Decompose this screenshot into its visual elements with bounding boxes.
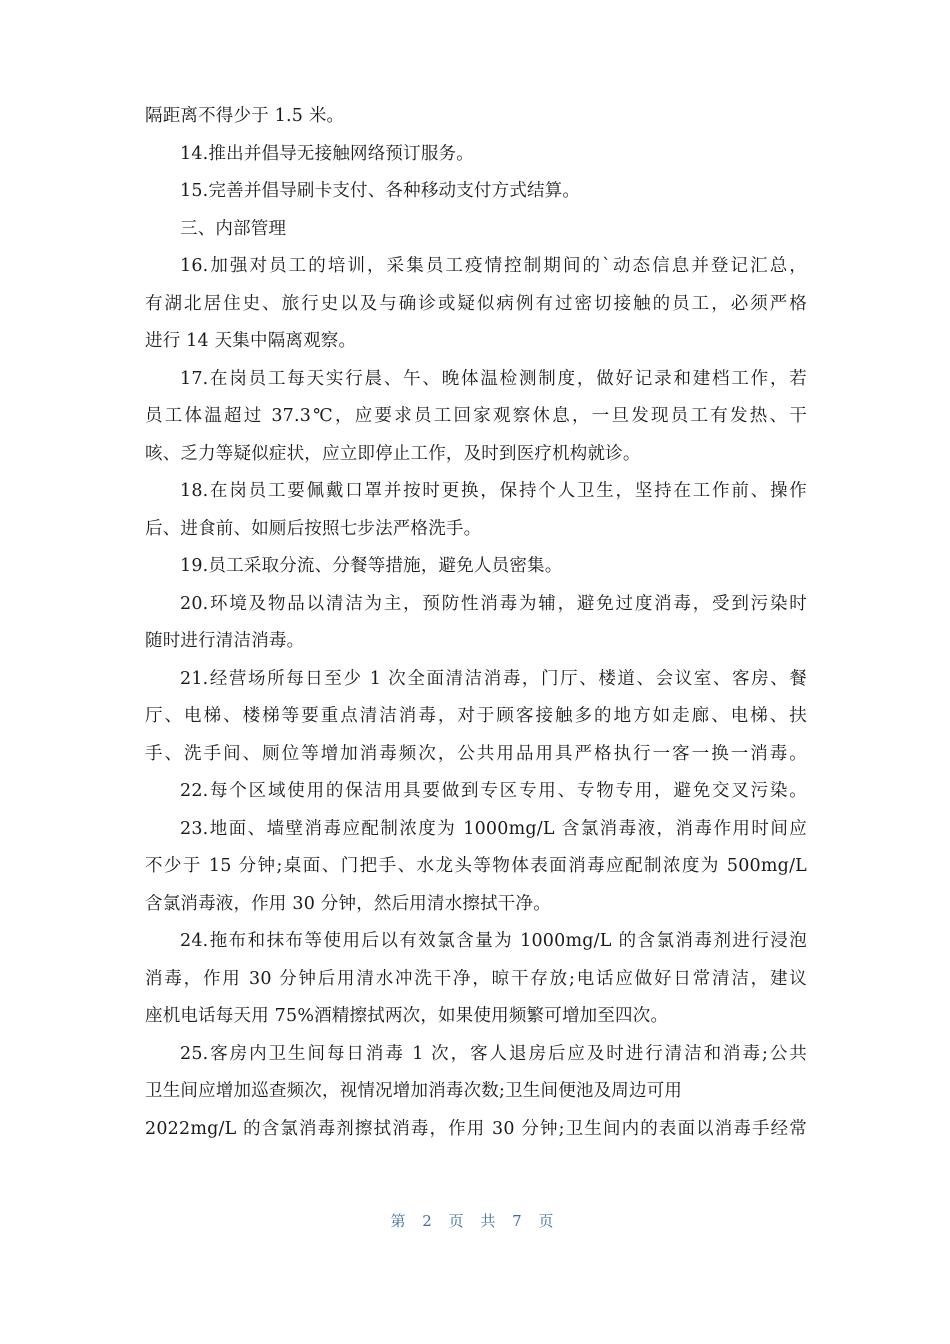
text-line: 21.经营场所每日至少 1 次全面清洁消毒，门厅、楼道、会议室、客房、餐 (180, 668, 807, 689)
text-line: 18.在岗员工要佩戴口罩并按时更换，保持个人卫生，坚持在工作前、操作 (180, 481, 807, 501)
text-line: 咳、乏力等疑似症状，应立即停止工作，及时到医疗机构就诊。 (145, 443, 641, 464)
page-footer: 第 2 页 共 7 页 (390, 1212, 560, 1230)
text-line: 员工体温超过 37.3℃，应要求员工回家观察休息，一旦发现员工有发热、干 (145, 406, 807, 426)
text-line: 隔距离不得少于 1.5 米。 (145, 106, 345, 126)
text-line: 23.地面、墙壁消毒应配制浓度为 1000mg/L 含氯消毒液，消毒作用时间应 (180, 818, 807, 839)
text-line: 25.客房内卫生间每日消毒 1 次，客人退房后应及时进行清洁和消毒;公共 (180, 1043, 807, 1064)
document-body (145, 98, 807, 1148)
text-line: 厅、电梯、楼梯等要重点清洁消毒，对于顾客接触多的地方如走廊、电梯、扶 (145, 706, 807, 726)
text-line: 24.拖布和抹布等使用后以有效氯含量为 1000mg/L 的含氯消毒剂进行浸泡 (180, 931, 807, 951)
text-line: 随时进行清洁消毒。 (145, 631, 305, 651)
text-line: 20.环境及物品以清洁为主，预防性消毒为辅，避免过度消毒，受到污染时 (180, 593, 807, 614)
text-line: 有湖北居住史、旅行史以及与确诊或疑似病例有过密切接触的员工，必须严格 (145, 293, 807, 314)
text-line: 19.员工采取分流、分餐等措施，避免人员密集。 (180, 556, 563, 576)
text-line: 座机电话每天用 75%酒精擦拭两次，如果使用频繁可增加至四次。 (145, 1006, 669, 1026)
text-line: 卫生间应增加巡查频次，视情况增加消毒次数;卫生间便池及周边可用 (145, 1081, 683, 1101)
text-line: 手、洗手间、厕位等增加消毒频次，公共用品用具严格执行一客一换一消毒。 (145, 743, 807, 764)
text-line: 消毒，作用 30 分钟后用清水冲洗干净，晾干存放;电话应做好日常清洁，建议 (145, 968, 807, 989)
text-line: 进行 14 天集中隔离观察。 (145, 331, 357, 351)
text-line: 14.推出并倡导无接触网络预订服务。 (180, 143, 474, 164)
text-line: 三、内部管理 (180, 218, 287, 239)
text-line: 22.每个区域使用的保洁用具要做到专区专用、专物专用，避免交叉污染。 (180, 781, 807, 801)
text-line: 不少于 15 分钟;桌面、门把手、水龙头等物体表面消毒应配制浓度为 500mg/L (145, 856, 807, 876)
text-line: 17.在岗员工每天实行晨、午、晚体温检测制度，做好记录和建档工作，若 (180, 368, 807, 389)
text-line: 15.完善并倡导刷卡支付、各种移动支付方式结算。 (180, 181, 581, 201)
text-line: 2022mg/L 的含氯消毒剂擦拭消毒，作用 30 分钟;卫生间内的表面以消毒手经常 (145, 1118, 807, 1139)
text-line: 16.加强对员工的培训，采集员工疫情控制期间的`动态信息并登记汇总， (180, 256, 807, 276)
text-line: 含氯消毒液，作用 30 分钟，然后用清水擦拭干净。 (145, 893, 551, 914)
text-line: 后、进食前、如厕后按照七步法严格洗手。 (145, 518, 482, 539)
